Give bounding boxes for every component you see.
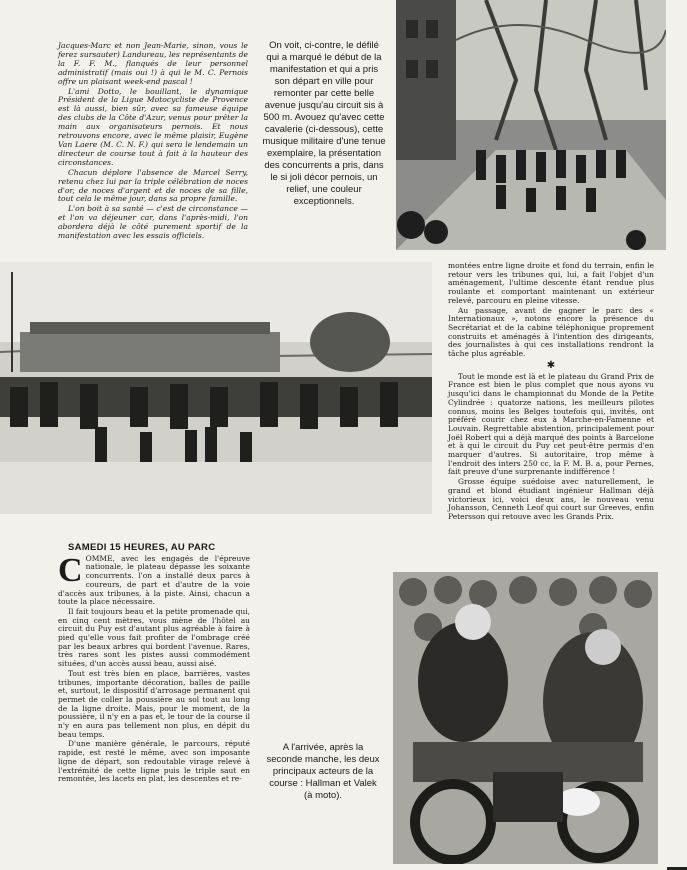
section-heading-text: SAMEDI 15 HEURES, AU PARC: [68, 542, 216, 553]
article-column-right-middle: [448, 262, 654, 523]
paragraph-lead: [58, 551, 250, 607]
star-separator: ✱: [546, 359, 556, 371]
paragraph: Grosse équipe suédoise avec naturellement, le grand et blond étudiant ingénieur Hallman déjà victorieux ici, voici deux ans, le nouveau venu Johansson, Cenneth Leof qui court sur Greeves, enfin Petersson qui retouve avec les Grands Prix.: [448, 477, 654, 521]
paragraph: L'on boit à sa santé — c'est de circonstance — et l'on va déjeuner car, dans l'après-midi, l'on abordera déjà le côté purement sportif de la manifestation avec les essais officiels.: [58, 204, 248, 241]
photo-caption-bottom: [264, 742, 382, 802]
photo-caption-top: [262, 40, 386, 208]
drop-cap: C: [58, 551, 83, 589]
paragraph: L'ami Dotto, le bouillant, le dynamique Président de la Ligue Motocycliste de Provence est là aussi, bien sûr, avec sa fameuse équipe des clubs de la Côte d'Azur, venus pour prêter la main aux organisateurs pernois. Et nous retrouvons encore, avec le même plaisir, Eugène Van Laere (M. C. N. F.) qui sera le lendemain un directeur de course tout à fait à la hauteur des circonstances.: [58, 86, 248, 167]
paragraph: Tout est très bien en place, barrières, vastes tribunes, importante décoration, balles de paille et, surtout, le dispositif d'arrosage permanent qui permet de coller la poussière au sol tout au long de la ligne droite. Mais, pour le moment, de la poussière, il n'y en a pas et, le tour de la course il n'y en aura pas tellement non plus, en dépit du beau temps.: [58, 668, 250, 739]
lead-text: OMME, avec les engagés de l'épreuve nationale, le plateau dépasse les soixante concurrents. l'on a installé deux parcs à coureurs, de part et d'autre de la voie d'accès aux tribunes, à la piste. Ainsi, chacun a toute la place nécessaire.: [58, 553, 250, 607]
section-heading: [68, 544, 250, 553]
paragraph: Jacques-Marc et non Jean-Marie, sinon, vous le ferez sursauter) Landureau, les représentants de la F. F. M., flanqués de leur personnel administratif (mais oui !) à qui le M. C. Pernois offre un plaisant week-end pascal !: [58, 41, 248, 86]
paragraph: Chacun déplore l'absence de Marcel Serry, retenu chez lui par la triple célébration de noces d'or, de noces d'argent et de noces de sa fille, tout cela le même jour, dans sa propre famille.: [58, 167, 248, 204]
photo-cavalry-parade: [0, 262, 432, 514]
caption-text: A l'arrivée, après la seconde manche, les deux principaux acteurs de la course : Hallman et Valek (à moto).: [266, 742, 380, 801]
paragraph: Au passage, avant de gagner le parc des « Internationaux », notons encore la présence du Secrétariat et de la cabine téléphonique proprement construits et aménagés à l'intention des dirigeants, des journalistes à qui ces installations rendront la tâche plus agréable.: [448, 305, 654, 359]
paragraph: D'une manière générale, le parcours, réputé rapide, est resté le même, avec son imposante ligne de départ, son redoutable virage relevé à l'extrémité de cette ligne puis le triple saut en remontée, les lacets en plat, les descentes et re-: [58, 739, 250, 784]
paragraph: Il fait toujours beau et la petite promenade qui, en cinq cent mètres, vous mène de l'hôtel au circuit du Puy est d'autant plus agréable à faire à pied qu'elle vous fait profiter de l'ombrage créé par les beaux arbres qui bordent l'avenue. Rares, très rares sont les pistes aussi commodément situées, d'un accès aussi beau, aussi aisé.: [58, 606, 250, 669]
paragraph: montées entre ligne droite et fond du terrain, enfin le retour vers les tribunes qui, lui, a fait l'objet d'un aménagement, l'ultime descente étant rendue plus roulante et comportant maintenant un extérieur relevé, parcouru en pleine vitesse.: [448, 261, 654, 305]
photo-parade-avenue: [396, 0, 666, 250]
paragraph: Tout le monde est là et le plateau du Grand Prix de France est bien le plus complet que nous ayons vu jusqu'ici dans le championnat du Monde de la Petite Cylindrée : quatorze nations, les meilleurs pilotes connus, moins les Belges toutefois qui, invités, ont préféré courir chez eux à Marche-en-Famenne et Louvain. Regrettable abstention, principalement pour Joël Robert qui a déjà marqué des points à Barcelone et à qui le circuit du Puy cet peut-être permis d'en marquer d'autres. Si autoritaire, trop même à l'endroit des inters 250 cc, la F. M. B. a, pour Pernes, fait preuve d'une surprenante indifférence !: [448, 371, 654, 477]
article-column-top-left: [58, 42, 248, 242]
photo-finish-riders: [393, 572, 658, 864]
article-section-saturday: [58, 544, 250, 785]
caption-text: On voit, ci-contre, le défilé qui a marqué le début de la manifestation et qui a pris son départ en ville pour remonter par cette belle avenue jusqu'au circuit sis à 500 m. Avouez qu'avec cette cavalerie (ci-dessous), cette musique militaire d'une tenue exemplaire, la présentation des concurrents a pris, dans le si joli décor pernois, un relief, une couleur exceptionnels.: [262, 40, 386, 207]
